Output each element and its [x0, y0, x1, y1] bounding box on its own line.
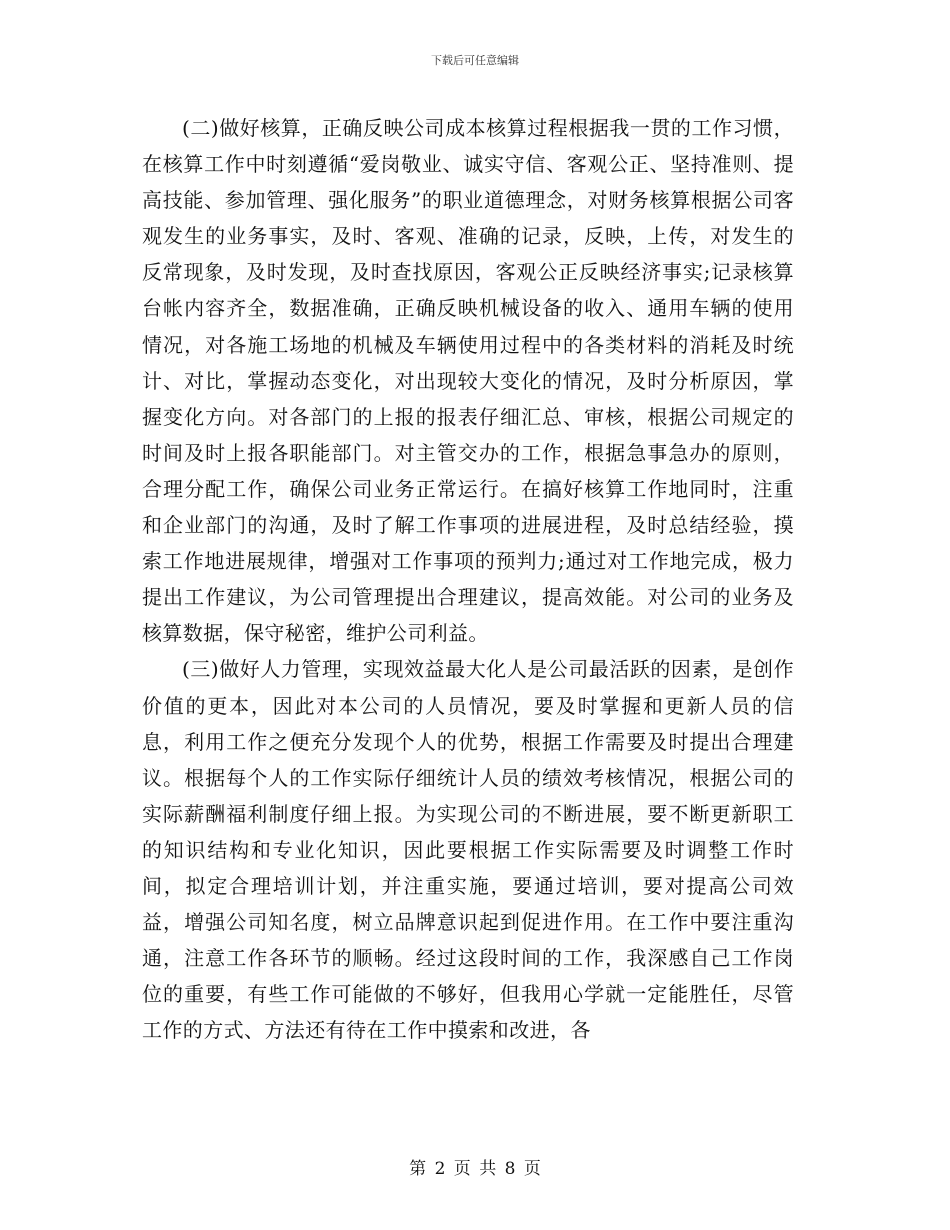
paragraph-hr-management: (三)做好人力管理，实现效益最大化人是公司最活跃的因素，是创作价值的更本，因此对本公司的人员情况，要及时掌握和更新人员的信息，利用工作之便充分发现个人的优势，根据工作需要及时提出合理建议。根据每个人的工作实际仔细统计人员的绩效考核情况，根据公司的实际薪酬福利制度仔细上报。为实现公司的不断进展，要不断更新职工的知识结构和专业化知识，因此要根据工作实际需要及时调整工作时间，拟定合理培训计划，并注重实施，要通过培训，要对提高公司效益，增强公司知名度，树立品牌意识起到促进作用。在工作中要注重沟通，注意工作各环节的顺畅。经过这段时间的工作，我深感自己工作岗位的重要，有些工作可能做的不够好，但我用心学就一定能胜任，尽管工作的方式、方法还有待在工作中摸索和改进，各	[142, 657, 794, 1043]
page-header: 下载后可任意编辑	[431, 54, 519, 67]
document-body	[142, 110, 794, 1048]
paragraph-accounting: (二)做好核算，正确反映公司成本核算过程根据我一贯的工作习惯，在核算工作中时刻遵循“爱岗敬业、诚实守信、客观公正、坚持准则、提高技能、参加管理、强化服务”的职业道德理念，对财务核算根据公司客观发生的业务事实，及时、客观、准确的记录，反映，上传，对发生的反常现象，及时发现，及时查找原因，客观公正反映经济事实;记录核算台帐内容齐全，数据准确，正确反映机械设备的收入、通用车辆的使用情况，对各施工场地的机械及车辆使用过程中的各类材料的消耗及时统计、对比，掌握动态变化，对出现较大变化的情况，及时分析原因，掌握变化方向。对各部门的上报的报表仔细汇总、审核，根据公司规定的时间及时上报各职能部门。对主管交办的工作，根据急事急办的原则，合理分配工作，确保公司业务正常运行。在搞好核算工作地同时，注重和企业部门的沟通，及时了解工作事项的进展进程，及时总结经验，摸索工作地进展规律，增强对工作事项的预判力;通过对工作地完成，极力提出工作建议，为公司管理提出合理建议，提高效能。对公司的业务及核算数据，保守秘密，维护公司利益。	[142, 116, 794, 646]
page-number-footer: 第 2 页 共 8 页	[409, 1159, 541, 1179]
